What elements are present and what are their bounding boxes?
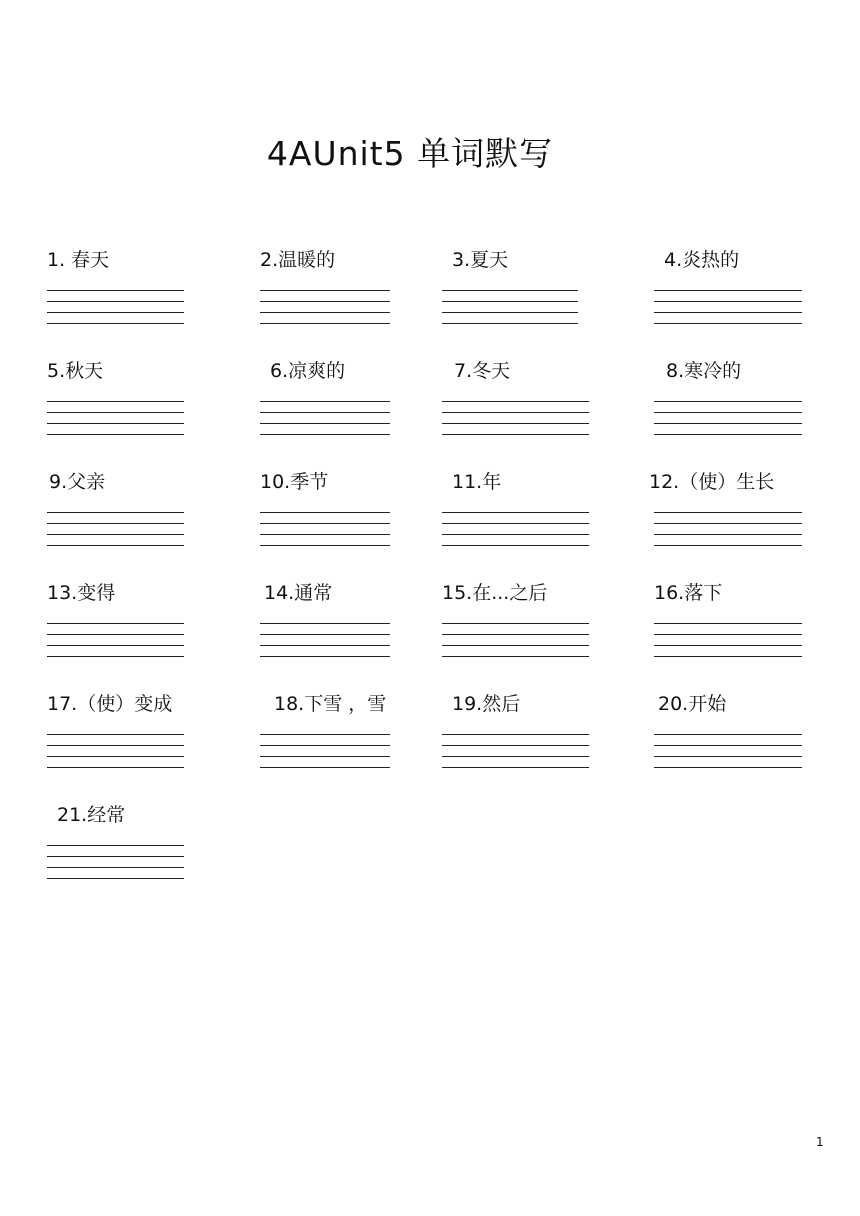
vocab-item [260, 356, 345, 441]
vocab-item-label: 17.（使）变成 [47, 693, 173, 715]
vocab-item-label: 7.冬天 [454, 360, 511, 382]
writing-line [47, 767, 184, 768]
writing-lines[interactable] [442, 734, 520, 774]
vocab-item-label: 8.寒冷的 [666, 360, 742, 382]
writing-lines[interactable] [654, 290, 739, 330]
vocab-item-label: 6.凉爽的 [270, 360, 346, 382]
writing-line [442, 512, 589, 513]
vocab-item-label: 14.通常 [264, 582, 333, 604]
writing-line [47, 734, 184, 735]
writing-lines[interactable] [47, 290, 109, 330]
writing-lines[interactable] [442, 290, 508, 330]
writing-line [260, 423, 390, 424]
writing-line [654, 767, 802, 768]
vocab-item [47, 356, 103, 441]
vocab-item-label: 16.落下 [654, 582, 723, 604]
writing-lines[interactable] [654, 734, 726, 774]
writing-line [47, 623, 184, 624]
writing-line [47, 656, 184, 657]
vocab-item-label: 19.然后 [452, 693, 521, 715]
writing-lines[interactable] [442, 512, 501, 552]
writing-line [260, 412, 390, 413]
vocab-item-label: 15.在...之后 [442, 582, 548, 604]
vocab-item [654, 689, 726, 774]
writing-line [442, 756, 589, 757]
writing-lines[interactable] [260, 512, 328, 552]
vocab-item [260, 467, 328, 552]
vocab-item-label: 5.秋天 [47, 360, 104, 382]
writing-line [654, 656, 802, 657]
writing-line [654, 634, 802, 635]
vocab-item [654, 356, 741, 441]
writing-line [47, 401, 184, 402]
vocab-item [47, 800, 125, 885]
writing-line [47, 290, 184, 291]
vocab-item [654, 245, 739, 330]
writing-line [442, 745, 589, 746]
vocab-item-label: 9.父亲 [49, 471, 106, 493]
writing-line [47, 301, 184, 302]
writing-line [442, 656, 589, 657]
writing-line [47, 523, 184, 524]
writing-line [654, 301, 802, 302]
writing-line [654, 745, 802, 746]
writing-line [442, 623, 589, 624]
writing-line [47, 756, 184, 757]
writing-lines[interactable] [442, 401, 510, 441]
vocab-item-label: 10.季节 [260, 471, 329, 493]
vocab-item [47, 578, 115, 663]
writing-lines[interactable] [260, 623, 332, 663]
writing-line [654, 434, 802, 435]
writing-line [260, 434, 390, 435]
vocab-item-label: 13.变得 [47, 582, 116, 604]
vocab-item [260, 689, 386, 774]
page-title: 4AUnit5 单词默写 [266, 134, 554, 173]
writing-line [47, 545, 184, 546]
writing-line [260, 301, 390, 302]
writing-line [47, 512, 184, 513]
writing-line [260, 312, 390, 313]
writing-line [654, 423, 802, 424]
writing-line [47, 745, 184, 746]
writing-line [47, 534, 184, 535]
writing-line [654, 290, 802, 291]
writing-line [260, 534, 390, 535]
writing-line [442, 634, 589, 635]
page-number: 1 [816, 1135, 824, 1149]
writing-line [260, 323, 390, 324]
writing-line [442, 423, 589, 424]
writing-line [654, 323, 802, 324]
writing-line [442, 301, 578, 302]
writing-line [47, 434, 184, 435]
writing-line [260, 767, 390, 768]
writing-lines[interactable] [260, 401, 345, 441]
vocab-item [47, 245, 109, 330]
vocab-item-label: 21.经常 [57, 804, 126, 826]
writing-lines[interactable] [47, 623, 115, 663]
writing-line [260, 745, 390, 746]
writing-lines[interactable] [654, 512, 774, 552]
vocab-item [442, 245, 508, 330]
writing-line [654, 756, 802, 757]
writing-lines[interactable] [654, 401, 741, 441]
writing-lines[interactable] [47, 734, 172, 774]
writing-line [260, 290, 390, 291]
writing-line [47, 634, 184, 635]
writing-line [260, 734, 390, 735]
writing-lines[interactable] [47, 401, 103, 441]
writing-line [654, 734, 802, 735]
writing-line [47, 878, 184, 879]
writing-line [442, 323, 578, 324]
writing-line [654, 312, 802, 313]
writing-line [654, 523, 802, 524]
writing-line [442, 734, 589, 735]
vocab-item [654, 578, 722, 663]
vocab-item-label: 18.下雪 ，雪 [274, 693, 387, 715]
writing-line [442, 534, 589, 535]
writing-line [654, 545, 802, 546]
vocab-item-label: 11.年 [452, 471, 502, 493]
writing-line [47, 845, 184, 846]
vocab-item-label: 12.（使）生长 [649, 471, 775, 493]
writing-lines[interactable] [260, 734, 386, 774]
writing-line [654, 412, 802, 413]
vocab-item-label: 4.炎热的 [664, 249, 740, 271]
writing-line [654, 512, 802, 513]
writing-lines[interactable] [47, 512, 105, 552]
writing-line [47, 645, 184, 646]
writing-line [654, 623, 802, 624]
writing-line [47, 323, 184, 324]
writing-line [654, 534, 802, 535]
writing-line [442, 412, 589, 413]
writing-lines[interactable] [47, 845, 125, 885]
writing-line [442, 523, 589, 524]
writing-lines[interactable] [442, 623, 547, 663]
writing-line [260, 656, 390, 657]
vocab-item [260, 578, 332, 663]
vocab-item [442, 689, 520, 774]
writing-line [260, 512, 390, 513]
writing-line [47, 867, 184, 868]
writing-line [442, 401, 589, 402]
vocab-item [442, 356, 510, 441]
writing-line [442, 645, 589, 646]
vocab-item-label: 20.开始 [658, 693, 727, 715]
writing-line [442, 312, 578, 313]
writing-lines[interactable] [260, 290, 335, 330]
writing-line [260, 523, 390, 524]
writing-line [442, 545, 589, 546]
writing-line [47, 856, 184, 857]
writing-line [260, 634, 390, 635]
vocab-item [47, 689, 172, 774]
writing-line [260, 401, 390, 402]
writing-line [442, 290, 578, 291]
writing-lines[interactable] [654, 623, 722, 663]
writing-line [442, 434, 589, 435]
writing-line [654, 645, 802, 646]
vocab-item [649, 467, 775, 552]
vocab-item-label: 2.温暖的 [260, 249, 336, 271]
writing-line [260, 623, 390, 624]
vocab-item [47, 467, 105, 552]
vocab-item [442, 467, 501, 552]
writing-line [260, 756, 390, 757]
writing-line [47, 412, 184, 413]
writing-line [260, 645, 390, 646]
writing-line [442, 767, 589, 768]
writing-line [260, 545, 390, 546]
vocab-item-label: 3.夏天 [452, 249, 509, 271]
writing-line [47, 423, 184, 424]
writing-line [47, 312, 184, 313]
vocab-item-label: 1. 春天 [47, 249, 110, 271]
vocab-item [442, 578, 547, 663]
vocab-item [260, 245, 335, 330]
writing-line [654, 401, 802, 402]
